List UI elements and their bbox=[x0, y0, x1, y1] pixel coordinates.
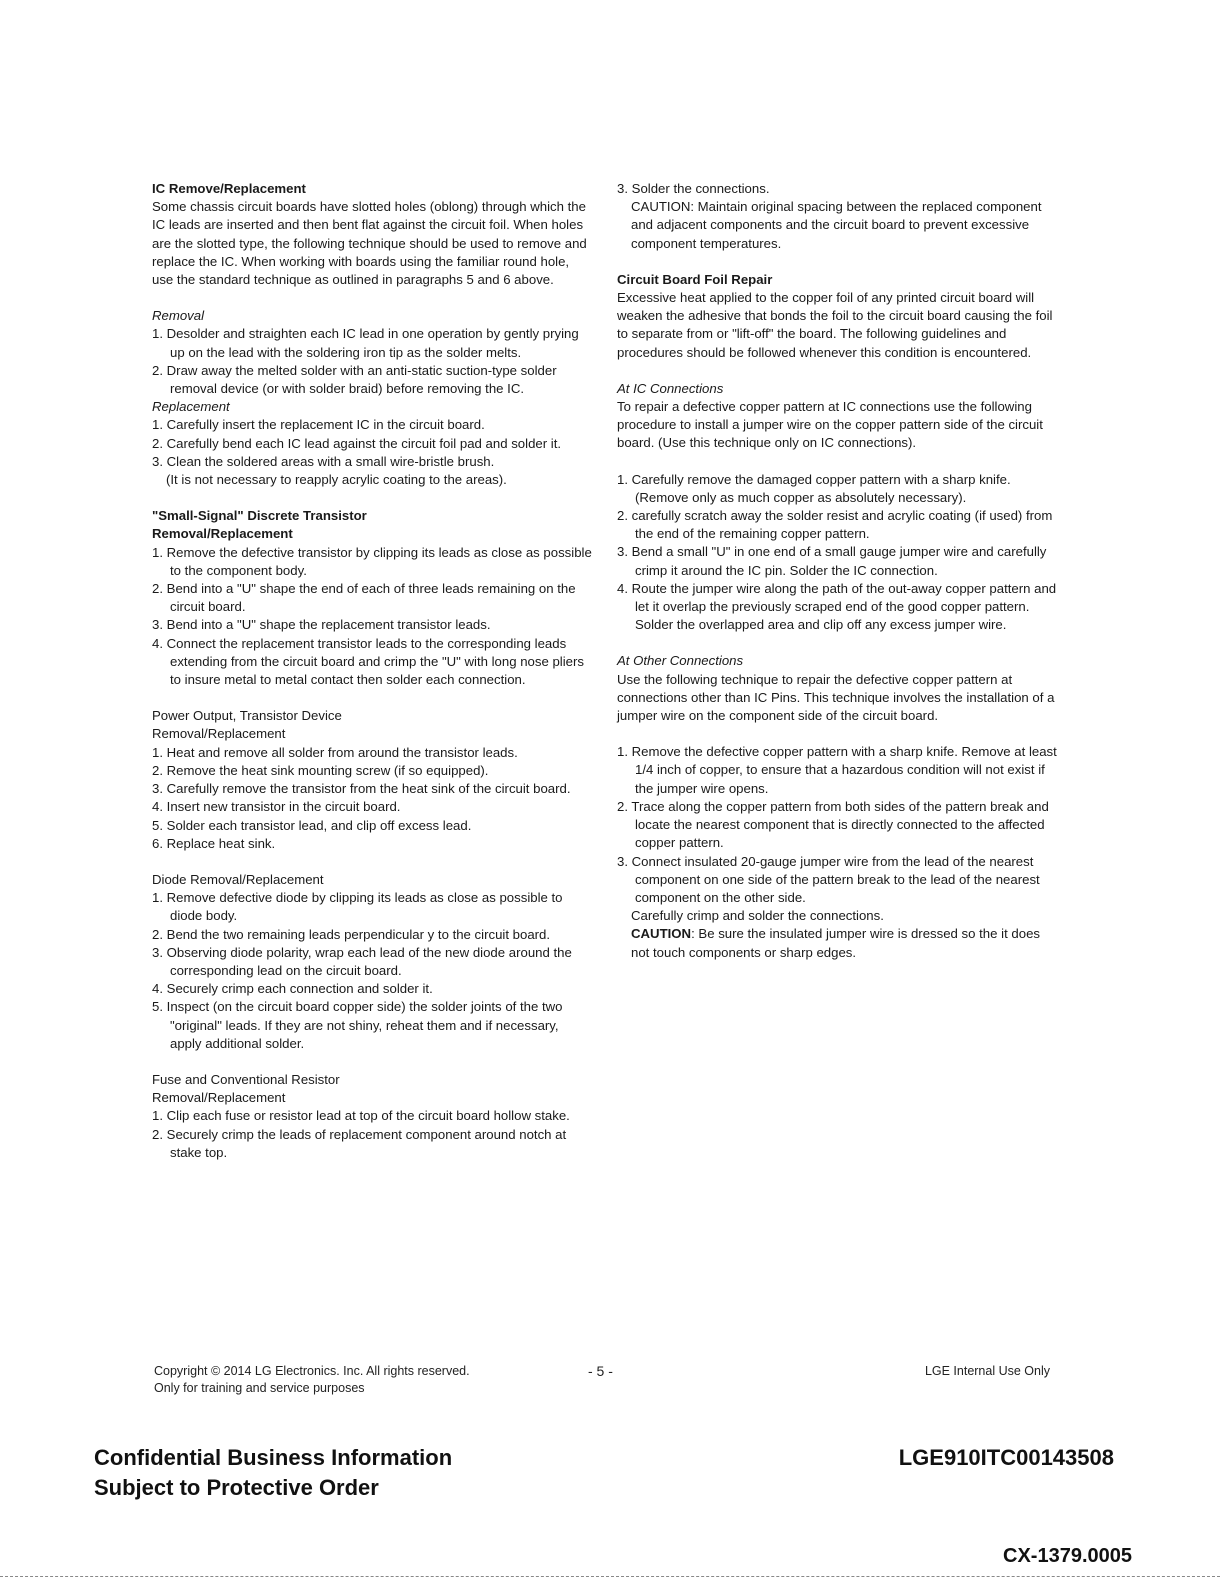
bottom-divider bbox=[0, 1576, 1220, 1577]
list-item: 2. Bend into a "U" shape the end of each of three leads remaining on the circuit board. bbox=[152, 581, 576, 615]
list-item: 3. Carefully remove the transistor from the heat sink of the circuit board. bbox=[152, 781, 571, 797]
exhibit-number: CX-1379.0005 bbox=[1003, 1545, 1132, 1567]
footer-left bbox=[154, 1363, 470, 1397]
bates-number: LGE910ITC00143508 bbox=[898, 1445, 1114, 1470]
replacement-steps bbox=[152, 416, 592, 471]
list-item: 2. carefully scratch away the solder resist and acrylic coating (if used) from the end of the remaining copper pattern. bbox=[617, 508, 1053, 542]
section-title-fuse: Fuse and Conventional Resistor bbox=[152, 1071, 340, 1087]
list-item: 1. Carefully remove the damaged copper pattern with a sharp knife. (Remove only as much copper as absolutely necessary). bbox=[617, 471, 1011, 505]
page-number: - 5 - bbox=[588, 1363, 613, 1379]
at-ic-intro: To repair a defective copper pattern at IC connections use the following procedure to install a jumper wire on the copper pattern side of the circuit board. (Use this technique only on IC connections). bbox=[617, 399, 1043, 451]
list-item: 5. Inspect (on the circuit board copper side) the solder joints of the two "original" leads. If they are not shiny, reheat them and if necessary, apply additional solder. bbox=[152, 999, 563, 1051]
list-item: 1. Remove the defective copper pattern with a sharp knife. Remove at least 1/4 inch of copper, to ensure that a hazardous condition will not exist if the jumper wire opens. bbox=[617, 744, 1057, 796]
list-item: 1. Remove the defective transistor by clipping its leads as close as possible to the component body. bbox=[152, 544, 592, 578]
jumper-caution bbox=[617, 925, 1057, 961]
list-item: 3. Observing diode polarity, wrap each lead of the new diode around the corresponding lead on the circuit board. bbox=[152, 944, 572, 978]
crimp-note: Carefully crimp and solder the connections. bbox=[631, 908, 884, 924]
list-item: 1. Desolder and straighten each IC lead in one operation by gently prying up on the lead with the soldering iron tip as the solder melts. bbox=[152, 326, 579, 360]
confidential-line-1: Confidential Business Information bbox=[94, 1445, 453, 1470]
list-item: 4. Route the jumper wire along the path of the out-away copper pattern and let it overlap the previously scraped end of the good copper pattern. Solder the overlapped area and clip off any excess jumper wire. bbox=[617, 580, 1057, 633]
list-item: 4. Insert new transistor in the circuit board. bbox=[152, 799, 401, 815]
power-output-steps bbox=[152, 744, 592, 853]
list-item: 4. Connect the replacement transistor leads to the corresponding leads extending from the circuit board and crimp the "U" with long nose pliers to insure metal to metal contact then solder each connection. bbox=[152, 635, 584, 688]
list-item: 2. Trace along the copper pattern from both sides of the pattern break and locate the nearest component that is directly connected to the affected copper pattern. bbox=[617, 798, 1049, 851]
list-item: 6. Replace heat sink. bbox=[152, 835, 276, 851]
left-column bbox=[152, 180, 592, 1162]
copyright: Copyright © 2014 LG Electronics. Inc. All rights reserved. bbox=[154, 1364, 470, 1378]
section-title-ic: IC Remove/Replacement bbox=[152, 181, 306, 196]
at-other-label: At Other Connections bbox=[617, 653, 744, 669]
purpose-note: Only for training and service purposes bbox=[154, 1381, 365, 1395]
removal-label: Removal bbox=[152, 308, 205, 324]
list-item: 3. Bend into a "U" shape the replacement transistor leads. bbox=[152, 617, 491, 633]
list-item: 5. Solder each transistor lead, and clip off excess lead. bbox=[152, 817, 472, 833]
removal-steps bbox=[152, 325, 592, 398]
at-other-steps bbox=[617, 743, 1057, 907]
list-item: 2. Carefully bend each IC lead against the circuit foil pad and solder it. bbox=[152, 435, 562, 451]
list-item: 1. Clip each fuse or resistor lead at top of the circuit board hollow stake. bbox=[152, 1108, 570, 1124]
section-title-small-signal: "Small-Signal" Discrete Transistor bbox=[152, 508, 367, 524]
list-item: 1. Remove defective diode by clipping its leads as close as possible to diode body. bbox=[152, 890, 563, 924]
replacement-note: (It is not necessary to reapply acrylic coating to the areas). bbox=[166, 472, 507, 488]
section-title-foil: Circuit Board Foil Repair bbox=[617, 271, 773, 287]
list-item: 4. Securely crimp each connection and solder it. bbox=[152, 981, 433, 997]
list-item: 2. Draw away the melted solder with an anti-static suction-type solder removal device (or with solder braid) before removing the IC. bbox=[152, 362, 557, 397]
section-subtitle-small-signal: Removal/Replacement bbox=[152, 526, 293, 542]
ic-intro: Some chassis circuit boards have slotted holes (oblong) through which the IC leads are inserted and then bent flat against the circuit foil. When holes are the slotted type, the following technique should be used to remove and replace the IC. When working with boards using the familiar round hole, use the standard technique as outlined in paragraphs 5 and 6 above. bbox=[152, 199, 587, 288]
foil-intro: Excessive heat applied to the copper foil of any printed circuit board will weaken the adhesive that bonds the foil to the circuit board causing the foil to separate from or "lift-off" the board. The following guidelines and procedures should be followed whenever this condition is encountered. bbox=[617, 290, 1053, 360]
small-signal-steps bbox=[152, 544, 592, 690]
confidential-stamp bbox=[94, 1443, 452, 1503]
at-ic-steps bbox=[617, 471, 1057, 635]
list-item: 2. Bend the two remaining leads perpendicular y to the circuit board. bbox=[152, 926, 551, 942]
list-item: 2. Securely crimp the leads of replacement component around notch at stake top. bbox=[152, 1126, 567, 1160]
list-item: 1. Heat and remove all solder from around the transistor leads. bbox=[152, 744, 518, 760]
section-title-power-output: Power Output, Transistor Device bbox=[152, 708, 342, 724]
list-item: 1. Carefully insert the replacement IC in the circuit board. bbox=[152, 417, 485, 433]
section-subtitle-fuse: Removal/Replacement bbox=[152, 1090, 286, 1106]
section-title-diode: Diode Removal/Replacement bbox=[152, 871, 324, 887]
caution-label: CAUTION bbox=[631, 926, 692, 942]
caution-text: : Be sure the insulated jumper wire is dressed so the it does not touch components or sharp edges. bbox=[631, 926, 1040, 960]
list-item: 2. Remove the heat sink mounting screw (if so equipped). bbox=[152, 762, 489, 778]
at-other-intro: Use the following technique to repair the defective copper pattern at connections other than IC Pins. This technique involves the installation of a jumper wire on the component side of the circuit board. bbox=[617, 671, 1055, 724]
list-item: 3. Connect insulated 20-gauge jumper wire from the lead of the nearest component on one side of the pattern break to the lead of the nearest component on the other side. bbox=[617, 853, 1040, 905]
confidential-line-2: Subject to Protective Order bbox=[94, 1475, 379, 1500]
replacement-label: Replacement bbox=[152, 399, 230, 415]
internal-use-note: LGE Internal Use Only bbox=[924, 1364, 1050, 1378]
list-item: 3. Clean the soldered areas with a small wire-bristle brush. bbox=[152, 453, 495, 469]
list-item: 3. Bend a small "U" in one end of a small gauge jumper wire and carefully crimp it around the IC pin. Solder the IC connection. bbox=[617, 544, 1047, 578]
diode-steps bbox=[152, 889, 592, 1053]
at-ic-label: At IC Connections bbox=[617, 380, 724, 396]
solder-step: 3. Solder the connections. bbox=[617, 181, 770, 196]
right-column bbox=[617, 180, 1057, 962]
section-subtitle-power-output: Removal/Replacement bbox=[152, 726, 286, 742]
fuse-steps bbox=[152, 1107, 592, 1162]
solder-caution: CAUTION: Maintain original spacing between the replaced component and adjacent components and the circuit board to prevent excessive component temperatures. bbox=[631, 199, 1042, 251]
